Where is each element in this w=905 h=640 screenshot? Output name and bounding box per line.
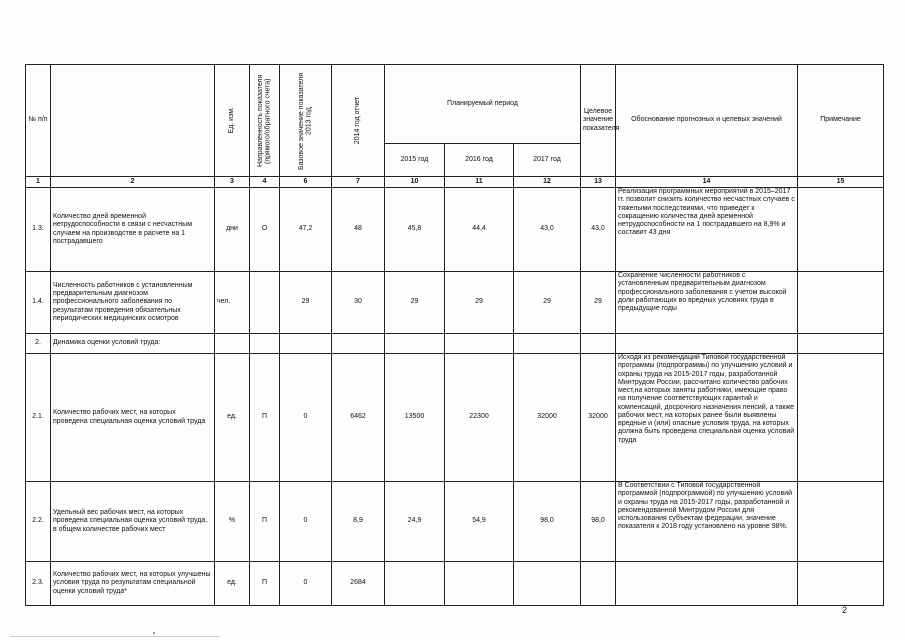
row-base: 0	[280, 482, 332, 562]
row-justification: Исходя из рекомендаций Типовой государственной программы (подпрограммы) по улучшению условий и охраны труда на 2015-2017 годы, разработанной Минтрудом России, рассчитано количество рабочих мест,на которых заняты работники, имеющие право на получение соответствующих гарантий и компенсаций, досрочного назначения пенсий, а также рабочих мест, на которых ранее были выявлены вредные и (или) опасные условия труда, на которых должна быть проведена специальная оценка условий труда	[616, 354, 798, 482]
row-2014: 8,9	[332, 482, 385, 562]
section-num: 2.	[26, 334, 51, 354]
row-target: 43,0	[581, 188, 616, 272]
row-num: 2.1.	[26, 354, 51, 482]
row-2017	[514, 562, 581, 606]
row-2016: 29	[445, 272, 514, 334]
row-2017: 98,0	[514, 482, 581, 562]
empty-cell	[616, 334, 798, 354]
empty-cell	[215, 334, 250, 354]
header-note: Примечание	[798, 65, 884, 177]
row-note	[798, 272, 884, 334]
empty-cell	[581, 334, 616, 354]
page-number: 2	[841, 605, 847, 615]
row-2016: 54,9	[445, 482, 514, 562]
colnum: 2	[51, 177, 215, 188]
section-row	[26, 334, 884, 354]
colnum: 13	[581, 177, 616, 188]
row-target	[581, 562, 616, 606]
row-base: 0	[280, 562, 332, 606]
colnum: 14	[616, 177, 798, 188]
row-note	[798, 354, 884, 482]
row-justification: В Соответствии с Типовой государственной программой (подпрограммой) по улучшению условий и охраны труда на 2015-2017 годы, разработанной и рекомендованной Минтрудом России для использования субъектам федерации, значение показателя к 2018 году установлено на уровне 98%.	[616, 482, 798, 562]
table-row	[26, 272, 884, 334]
table-row	[26, 482, 884, 562]
row-2014: 30	[332, 272, 385, 334]
row-2016: 22300	[445, 354, 514, 482]
row-name: Количество дней временной нетрудоспособности в связи с несчастным случаем на производстве в расчете на 1 пострадавшего	[51, 188, 215, 272]
row-justification: Реализация программных мероприятий в 2015–2017 гг. позволит снизить количество несчастных случаев с тяжелыми последствиями, что приведет к сокращению количества дней временной нетрудоспособности на 1 пострадавшего на 8,9% и составит 43 дня	[616, 188, 798, 272]
empty-cell	[445, 334, 514, 354]
row-2015	[385, 562, 445, 606]
column-numbers-row	[26, 177, 884, 188]
row-unit: %	[215, 482, 250, 562]
row-direction	[250, 272, 280, 334]
row-2016	[445, 562, 514, 606]
header-justification: Обоснование прогнозных и целевых значений	[616, 65, 798, 177]
header-num: № п/п	[26, 65, 51, 177]
row-unit: чел.	[215, 272, 250, 334]
header-2017: 2017 год	[514, 144, 581, 177]
empty-cell	[250, 334, 280, 354]
row-2015: 29	[385, 272, 445, 334]
row-name: Количество рабочих мест, на которых улучшены условия труда по результатам специальной оценки условий труда*	[51, 562, 215, 606]
row-justification	[616, 562, 798, 606]
row-2015: 13500	[385, 354, 445, 482]
colnum: 3	[215, 177, 250, 188]
colnum: 1	[26, 177, 51, 188]
header-base: Базовое значение показателя 2013 год	[280, 65, 332, 177]
row-base: 47,2	[280, 188, 332, 272]
row-unit: дни	[215, 188, 250, 272]
table-row	[26, 188, 884, 272]
row-2017: 43,0	[514, 188, 581, 272]
row-direction: О	[250, 188, 280, 272]
row-2017: 29	[514, 272, 581, 334]
header-target: Целевое значение показателя	[581, 65, 616, 177]
row-unit: ед.	[215, 354, 250, 482]
colnum: 7	[332, 177, 385, 188]
colnum: 12	[514, 177, 581, 188]
empty-cell	[332, 334, 385, 354]
header-name	[51, 65, 215, 177]
row-direction: П	[250, 354, 280, 482]
colnum: 10	[385, 177, 445, 188]
table-row	[26, 562, 884, 606]
row-name: Количество рабочих мест, на которых проведена специальная оценка условий труда	[51, 354, 215, 482]
row-base: 29	[280, 272, 332, 334]
row-num: 2.2.	[26, 482, 51, 562]
row-name: Удельный вес рабочих мест, на которых проведена специальная оценка условий труда, в общем количестве рабочих мест	[51, 482, 215, 562]
header-2016: 2016 год	[445, 144, 514, 177]
row-2014: 2684	[332, 562, 385, 606]
row-2017: 32000	[514, 354, 581, 482]
colnum: 11	[445, 177, 514, 188]
row-justification: Сохранение численности работников с установленным предварительным диагнозом профессионального заболевания с учетом высокой доли работающих во вредных условиях труда в предыдущие годы	[616, 272, 798, 334]
row-note	[798, 188, 884, 272]
empty-cell	[280, 334, 332, 354]
row-2014: 6462	[332, 354, 385, 482]
row-num: 2.3.	[26, 562, 51, 606]
table-row	[26, 354, 884, 482]
colnum: 4	[250, 177, 280, 188]
scan-artifact-line	[10, 636, 220, 637]
empty-cell	[514, 334, 581, 354]
empty-cell	[798, 334, 884, 354]
row-unit: ед.	[215, 562, 250, 606]
empty-cell	[385, 334, 445, 354]
indicators-table	[25, 64, 884, 606]
row-2014: 48	[332, 188, 385, 272]
header-direction: Направленность показателя (прямого/обратного счета)	[250, 65, 280, 177]
row-direction: П	[250, 562, 280, 606]
row-target: 98,0	[581, 482, 616, 562]
colnum: 6	[280, 177, 332, 188]
row-base: 0	[280, 354, 332, 482]
header-planned: Планируемый период	[385, 65, 581, 144]
scan-artifact-dot	[153, 632, 155, 634]
row-note	[798, 482, 884, 562]
row-num: 1.3.	[26, 188, 51, 272]
row-name: Численность работников с установленным предварительным диагнозом профессионального заболевания по результатам проведения обязательных периодических медицинских осмотров	[51, 272, 215, 334]
colnum: 15	[798, 177, 884, 188]
row-num: 1.4.	[26, 272, 51, 334]
header-2014: 2014 год отчет	[332, 65, 385, 177]
row-note	[798, 562, 884, 606]
row-target: 29	[581, 272, 616, 334]
row-2015: 24,9	[385, 482, 445, 562]
row-2015: 45,8	[385, 188, 445, 272]
row-2016: 44,4	[445, 188, 514, 272]
row-direction: П	[250, 482, 280, 562]
row-target: 32000	[581, 354, 616, 482]
header-2015: 2015 год	[385, 144, 445, 177]
header-unit: Ед. изм.	[215, 65, 250, 177]
section-title: Динамика оценки условий труда:	[51, 334, 215, 354]
